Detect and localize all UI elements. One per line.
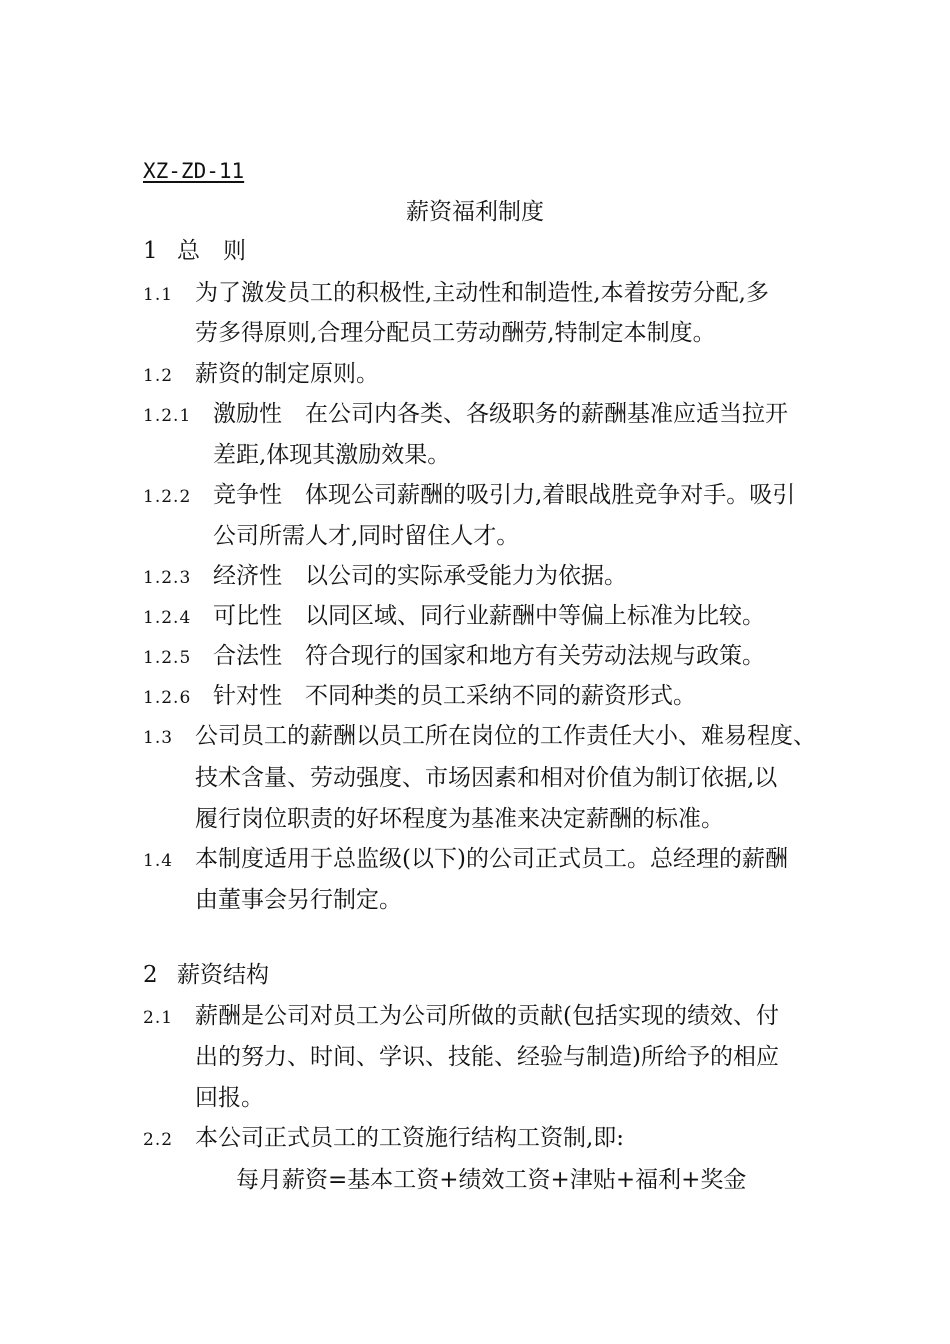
clause-number-2-2: 2.2 — [143, 1130, 174, 1150]
section-title: 总 则 — [177, 238, 246, 264]
clause-1-2-3-line-1: 经济性 以公司的实际承受能力为依据。 — [213, 563, 627, 589]
clause-1-1-line-2: 劳多得原则,合理分配员工劳动酬劳,特制定本制度。 — [195, 320, 716, 346]
clause-number-1-2-1: 1.2.1 — [143, 406, 192, 426]
clause-number-1-2-5: 1.2.5 — [143, 648, 192, 668]
section-title: 薪资结构 — [177, 962, 269, 988]
clause-2-1-line-2: 出的努力、时间、学识、技能、经验与制造)所给予的相应 — [195, 1044, 779, 1070]
section-number: 1 — [143, 238, 158, 264]
clause-1-2-2-line-1: 竞争性 体现公司薪酬的吸引力,着眼战胜竞争对手。吸引 — [213, 482, 796, 508]
section-1-heading — [143, 236, 246, 266]
clause-1-2-6-line-1: 针对性 不同种类的员工采纳不同的薪资形式。 — [213, 683, 696, 709]
clause-number-2-1: 2.1 — [143, 1008, 174, 1028]
section-number: 2 — [143, 962, 158, 988]
clause-number-1-2-2: 1.2.2 — [143, 487, 192, 507]
clause-number-1-2-4: 1.2.4 — [143, 608, 192, 628]
clause-number-1-2-6: 1.2.6 — [143, 688, 192, 708]
clause-1-4-line-1: 本制度适用于总监级(以下)的公司正式员工。总经理的薪酬 — [195, 846, 788, 872]
clause-1-1-line-1: 为了激发员工的积极性,主动性和制造性,本着按劳分配,多 — [195, 280, 769, 306]
salary-formula: 每月薪资=基本工资+绩效工资+津贴+福利+奖金 — [236, 1167, 747, 1193]
clause-1-3-line-1: 公司员工的薪酬以员工所在岗位的工作责任大小、难易程度、 — [195, 723, 816, 749]
clause-number-1-4: 1.4 — [143, 851, 174, 871]
clause-number-1-3: 1.3 — [143, 728, 174, 748]
clause-1-2-line-1: 薪资的制定原则。 — [195, 361, 379, 387]
clause-number-1-2-3: 1.2.3 — [143, 568, 192, 588]
clause-number-1-2: 1.2 — [143, 366, 174, 386]
clause-1-4-line-2: 由董事会另行制定。 — [195, 887, 402, 913]
clause-1-3-line-3: 履行岗位职责的好坏程度为基准来决定薪酬的标准。 — [195, 806, 724, 832]
clause-1-3-line-2: 技术含量、劳动强度、市场因素和相对价值为制订依据,以 — [195, 765, 778, 791]
clause-number-1-1: 1.1 — [143, 285, 174, 305]
clause-2-2-line-1: 本公司正式员工的工资施行结构工资制,即: — [195, 1125, 625, 1151]
clause-1-2-2-line-2: 公司所需人才,同时留住人才。 — [213, 523, 520, 549]
clause-1-2-4-line-1: 可比性 以同区域、同行业薪酬中等偏上标准为比较。 — [213, 603, 765, 629]
section-2-heading — [143, 960, 269, 990]
clause-1-2-5-line-1: 合法性 符合现行的国家和地方有关劳动法规与政策。 — [213, 643, 765, 669]
clause-1-2-1-line-1: 激励性 在公司内各类、各级职务的薪酬基准应适当拉开 — [213, 401, 788, 427]
clause-1-2-1-line-2: 差距,体现其激励效果。 — [213, 442, 451, 468]
clause-2-1-line-1: 薪酬是公司对员工为公司所做的贡献(包括实现的绩效、付 — [195, 1003, 779, 1029]
document-title: 薪资福利制度 — [406, 199, 544, 225]
document-number: XZ-ZD-11 — [143, 159, 245, 183]
clause-2-1-line-3: 回报。 — [195, 1085, 264, 1111]
